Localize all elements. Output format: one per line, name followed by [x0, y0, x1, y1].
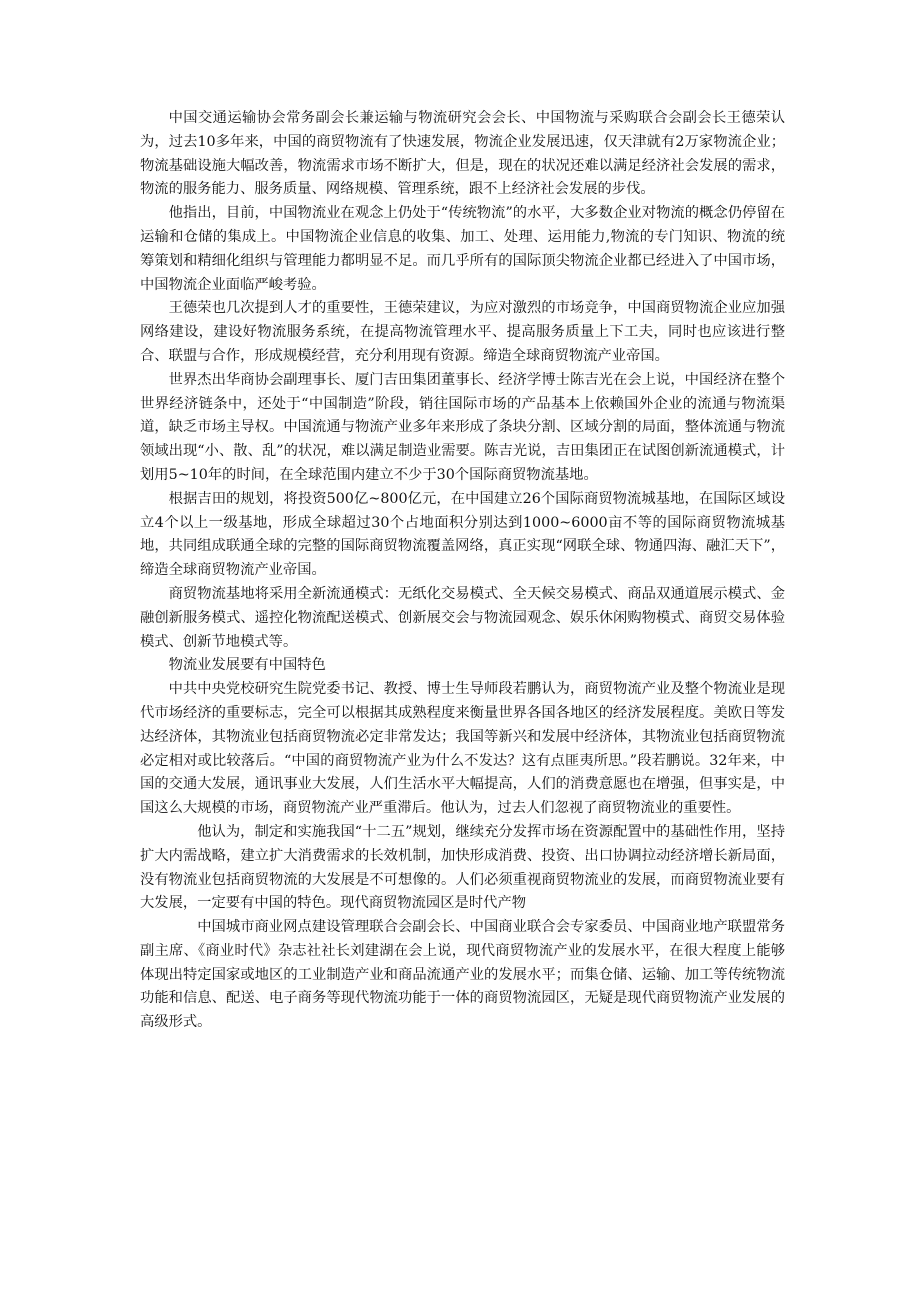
paragraph-duan-ruopeng-view: 中共中央党校研究生院党委书记、教授、博士生导师段若鹏认为，商贸物流产业及整个物流业是现代市场经济的重要标志，完全可以根据其成熟程度来衡量世界各国各地区的经济发展程度。美欧日等发达经济体，其物流业包括商贸物流必定非常发达；我国等新兴和发展中经济体，其物流业包括商贸物流必定相对或比较落后。“中国的商贸物流产业为什么不发达？这有点匪夷所思。”段若鹏说。32年来，中国的交通大发展，通讯事业大发展，人们生活水平大幅提高，人们的消费意愿也在增强，但事实是，中国这么大规模的市场，商贸物流产业严重滞后。他认为，过去人们忽视了商贸物流业的重要性。: [140, 681, 785, 817]
paragraph-liu-jianhu-view: 中国城市商业网点建设管理联合会副会长、中国商业联合会专家委员、中国商业地产联盟常务副主席、《商业时代》杂志社社长刘建湖在会上说，现代商贸物流产业的发展水平，在很大程度上能够体现出特定国家或地区的工业制造产业和商品流通产业的发展水平；而集仓储、运输、加工等传统物流功能和信息、配送、电子商务等现代物流功能于一体的商贸物流园区，无疑是现代商贸物流产业发展的高级形式。: [140, 919, 785, 1031]
paragraph-traditional-logistics: 他指出，目前，中国物流业在观念上仍处于“传统物流”的水平，大多数企业对物流的概念仍停留在运输和仓储的集成上。中国物流企业信息的收集、加工、处理、运用能力,物流的专门知识、物流的统筹策划和精细化组织与管理能力都明显不足。而几乎所有的国际顶尖物流企业都已经进入了中国市场，中国物流企业面临严峻考验。: [140, 205, 785, 293]
paragraph-wang-derong-view: 中国交通运输协会常务副会长兼运输与物流研究会会长、中国物流与采购联合会副会长王德荣认为，过去10多年来，中国的商贸物流有了快速发展，物流企业发展迅速，仅天津就有2万家物流企业；物流基础设施大幅改善，物流需求市场不断扩大，但是，现在的状况还难以满足经济社会发展的需求，物流的服务能力、服务质量、网络规模、管理系统，跟不上经济社会发展的步伐。: [140, 110, 785, 198]
paragraph-five-year-plan: 他认为，制定和实施我国“十二五”规划，继续充分发挥市场在资源配置中的基础性作用，坚持扩大内需战略，建立扩大消费需求的长效机制，加快形成消费、投资、出口协调拉动经济增长新局面，没有物流业包括商贸物流的大发展是不可想像的。人们必须重视商贸物流业的发展，而商贸物流业要有大发展，一定要有中国的特色。现代商贸物流园区是时代产物: [140, 823, 785, 912]
paragraph-jitian-plan: 根据吉田的规划，将投资500亿~800亿元，在中国建立26个国际商贸物流城基地，在国际区域设立4个以上一级基地，形成全球超过30个占地面积分别达到1000~6000亩不等的国际商贸物流城基地，共同组成联通全球的完整的国际商贸物流覆盖网络，真正实现“网联全球、物通四海、融汇天下”，缔造全球商贸物流产业帝国。: [140, 490, 785, 579]
paragraph-chen-jiguang-view: 世界杰出华商协会副理事长、厦门吉田集团董事长、经济学博士陈吉光在会上说，中国经济在整个世界经济链条中，还处于“中国制造”阶段，销往国际市场的产品基本上依赖国外企业的流通与物流渠道，缺乏市场主导权。中国流通与物流产业多年来形成了条块分割、区域分割的局面，整体流通与物流领域出现“小、散、乱”的状况，难以满足制造业需要。陈吉光说，吉田集团正在试图创新流通模式，计划用5~10年的时间，在全球范围内建立不少于30个国际商贸物流基地。: [140, 371, 785, 483]
paragraph-talent-importance: 王德荣也几次提到人才的重要性，王德荣建议，为应对激烈的市场竞争，中国商贸物流企业应加强网络建设，建设好物流服务系统，在提高物流管理水平、提高服务质量上下工夫，同时也应该进行整合、联盟与合作，形成规模经营，充分利用现有资源。缔造全球商贸物流产业帝国。: [140, 300, 785, 364]
section-heading-chinese-characteristics: 物流业发展要有中国特色: [168, 657, 326, 674]
document-body: [140, 107, 785, 1035]
paragraph-circulation-models: 商贸物流基地将采用全新流通模式：无纸化交易模式、全天候交易模式、商品双通道展示模式、金融创新服务模式、遥控化物流配送模式、创新展交会与物流园观念、娱乐休闲购物模式、商贸交易体验模式、创新节地模式等。: [140, 585, 785, 650]
